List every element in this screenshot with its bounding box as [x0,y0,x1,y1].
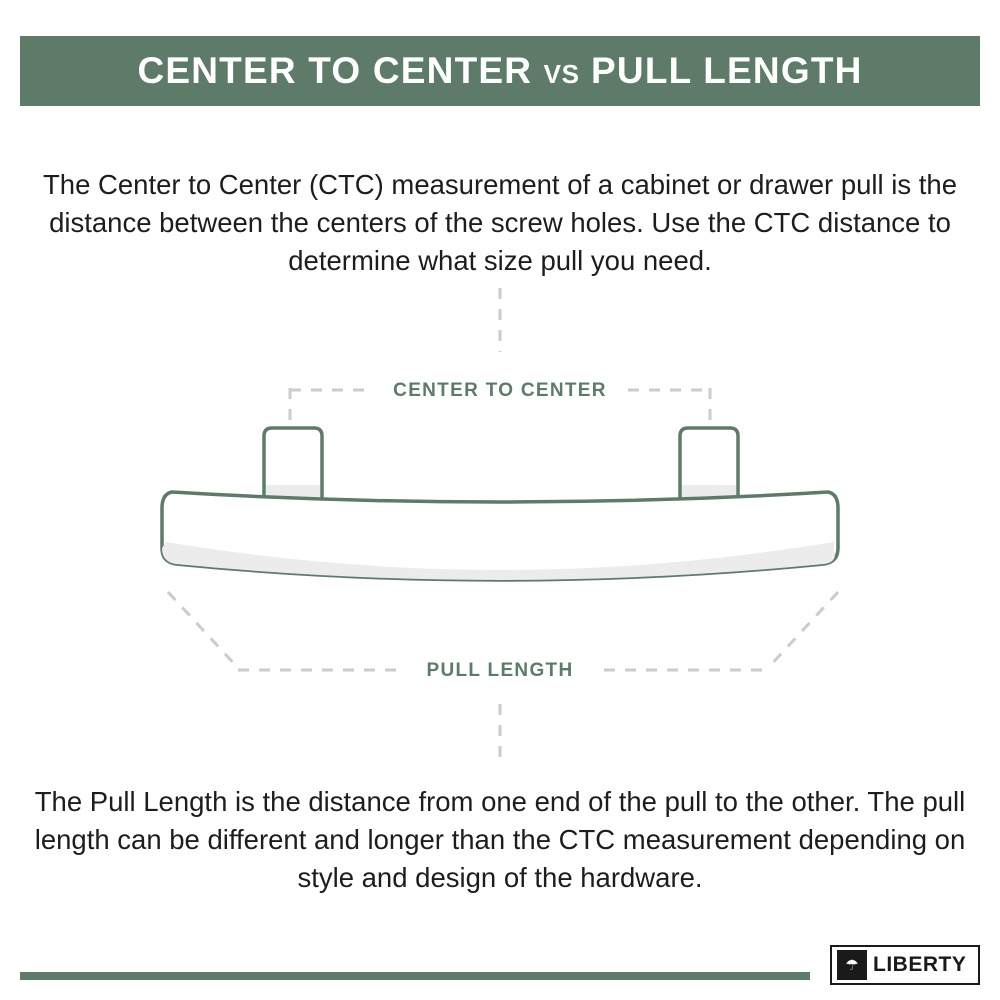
brand-emblem-icon: ☂ [837,950,867,980]
left-screw-post [264,428,322,502]
pull-length-dimension-label: PULL LENGTH [426,660,574,681]
page-title-part-1: CENTER TO CENTER [137,50,533,91]
ctc-dimension-label: CENTER TO CENTER [393,380,607,401]
footer-rule [20,972,810,980]
right-screw-post [680,428,738,502]
pull-diagram [0,280,1000,770]
page-title-vs: VS [543,59,580,89]
page-title-part-2: PULL LENGTH [591,50,863,91]
pull-bar [162,492,838,580]
pull-diagram-svg [0,280,1000,770]
pull-length-paragraph: The Pull Length is the distance from one end of the pull to the other. The pull length can be different and longer than the CTC measurement depending on style and design of the hardware. [34,786,966,893]
brand-logo [830,945,980,985]
intro-paragraph: The Center to Center (CTC) measurement of a cabinet or drawer pull is the distance between the centers of the screw holes. Use the CTC distance to determine what size pull you need. [43,169,957,276]
ctc-guide-lines [290,288,710,450]
brand-name: LIBERTY [873,953,967,976]
page-title [137,50,862,92]
header-bar [20,36,980,106]
